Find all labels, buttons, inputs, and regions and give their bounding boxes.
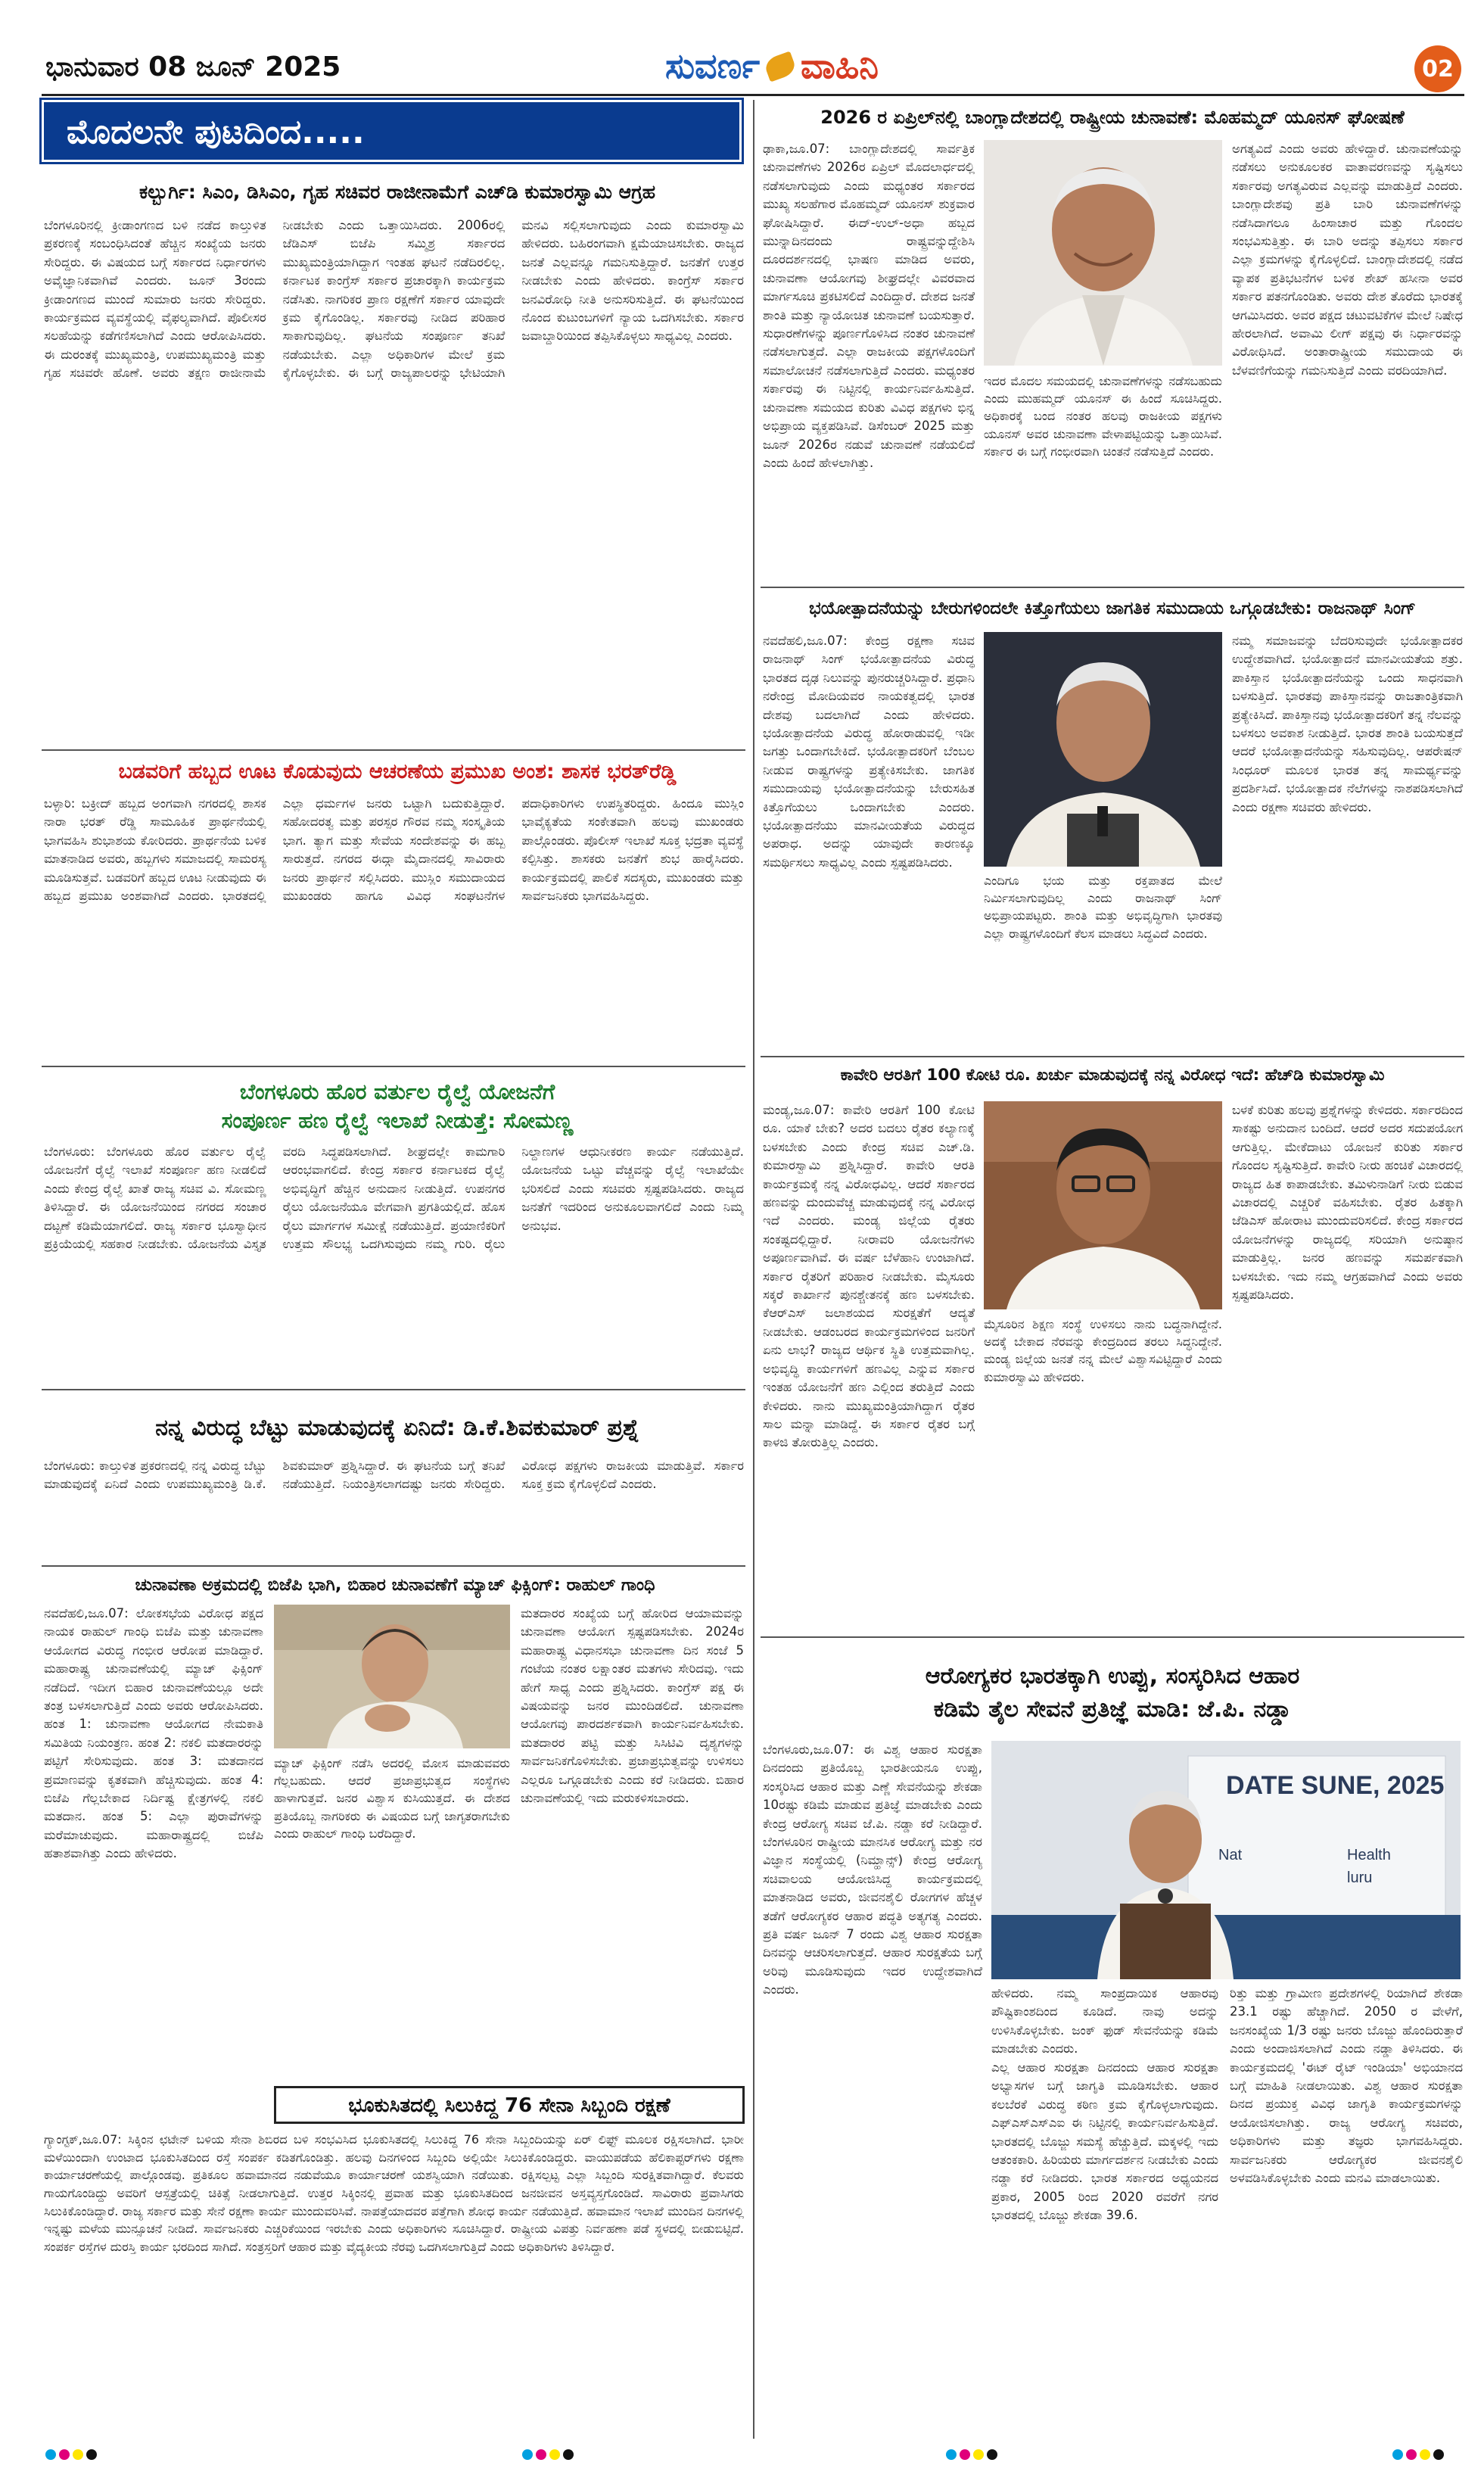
rajnath-illustration	[984, 632, 1222, 867]
headline-bharath-reddy: ಬಡವರಿಗೆ ಹಬ್ಬದ ಊಟ ಕೊಡುವುದು ಆಚರಣೆಯ ಪ್ರಮುಖ ಅಂಶ: ಶಾಸಕ ಭರತ್‌ರೆಡ್ಡಿ	[118, 760, 677, 783]
photo-caption-rajnath: ಎಂದಿಗೂ ಭಯ ಮತ್ತು ರಕ್ತಪಾತದ ಮೇಲೆ ನಿರ್ಮಿಸಲಾಗುವುದಿಲ್ಲ ಎಂದು ರಾಜನಾಥ್ ಸಿಂಗ್ ಅಭಿಪ್ರಾಯಪಟ್ಟರು. ಶಾಂತಿ ಮತ್ತು ಅಭಿವೃದ್ಧಿಗಾಗಿ ಭಾರತವು ಎಲ್ಲಾ ರಾಷ್ಟ್ರಗಳೊಂದಿಗೆ ಕೆಲಸ ಮಾಡಲು ಸಿದ್ಧವಿದೆ ಎಂದರು.	[984, 873, 1222, 941]
article-body-somanna: ಬೆಂಗಳೂರು: ಬೆಂಗಳೂರು ಹೊರ ವರ್ತುಲ ರೈಲ್ವೆ ಯೋಜನೆಗೆ ರೈಲ್ವೆ ಇಲಾಖೆ ಸಂಪೂರ್ಣ ಹಣ ನೀಡಲಿದೆ ಎಂದು ಕೇಂದ್ರ ರೈಲ್ವೆ ಖಾತೆ ರಾಜ್ಯ ಸಚಿವ ವಿ. ಸೋಮಣ್ಣ ತಿಳಿಸಿದ್ದಾರೆ. ಈ ಯೋಜನೆಯಿಂದ ನಗರದ ಸಂಚಾರ ದಟ್ಟಣೆ ಕಡಿಮೆಯಾಗಲಿದೆ. ರಾಜ್ಯ ಸರ್ಕಾರ ಭೂಸ್ವಾಧೀನ ಪ್ರಕ್ರಿಯೆಯಲ್ಲಿ ಸಹಕಾರ ನೀಡಬೇಕು. ಯೋಜನೆಯ ವಿಸ್ತೃತ ವರದಿ ಸಿದ್ಧಪಡಿಸಲಾಗಿದೆ. ಶೀಘ್ರದಲ್ಲೇ ಕಾಮಗಾರಿ ಆರಂಭವಾಗಲಿದೆ. ಕೇಂದ್ರ ಸರ್ಕಾರ ಕರ್ನಾಟಕದ ರೈಲ್ವೆ ಅಭಿವೃದ್ಧಿಗೆ ಹೆಚ್ಚಿನ ಅನುದಾನ ನೀಡುತ್ತಿದೆ. ಉಪನಗರ ರೈಲು ಯೋಜನೆಯೂ ವೇಗವಾಗಿ ಪ್ರಗತಿಯಲ್ಲಿದೆ. ಹೊಸ ರೈಲು ಮಾರ್ಗಗಳ ಸಮೀಕ್ಷೆ ನಡೆಯುತ್ತಿದೆ. ಪ್ರಯಾಣಿಕರಿಗೆ ಉತ್ತಮ ಸೌಲಭ್ಯ ಒದಗಿಸುವುದು ನಮ್ಮ ಗುರಿ. ರೈಲು ನಿಲ್ದಾಣಗಳ ಆಧುನೀಕರಣ ಕಾರ್ಯ ನಡೆಯುತ್ತಿದೆ. ಯೋಜನೆಯ ಒಟ್ಟು ವೆಚ್ಚವನ್ನು ರೈಲ್ವೆ ಇಲಾಖೆಯೇ ಭರಿಸಲಿದೆ ಎಂದು ಸಚಿವರು ಸ್ಪಷ್ಟಪಡಿಸಿದರು. ರಾಜ್ಯದ ಜನತೆಗೆ ಇದರಿಂದ ಅನುಕೂಲವಾಗಲಿದೆ ಎಂದು ನಿಮ್ಮ ಅನುಭವ.	[44, 1144, 744, 1252]
headline-rahul: ಚುನಾವಣಾ ಅಕ್ರಮದಲ್ಲಿ ಬಿಜೆಪಿ ಭಾಗಿ, ಬಿಹಾರ ಚುನಾವಣೆಗೆ ಮ್ಯಾಚ್ ಫಿಕ್ಸಿಂಗ್: ರಾಹುಲ್ ಗಾಂಧಿ	[135, 1575, 655, 1595]
event-banner-sub2: Health	[1347, 1847, 1391, 1863]
article-body-cauvery-left: ಮಂಡ್ಯ,ಜೂ.07: ಕಾವೇರಿ ಆರತಿಗೆ 100 ಕೋಟಿ ರೂ. ಯಾಕೆ ಬೇಕು? ಅದರ ಬದಲು ರೈತರ ಕಲ್ಯಾಣಕ್ಕೆ ಬಳಸಬೇಕು ಎಂದು ಕೇಂದ್ರ ಸಚಿವ ಎಚ್.ಡಿ. ಕುಮಾರಸ್ವಾಮಿ ಪ್ರಶ್ನಿಸಿದ್ದಾರೆ. ಕಾವೇರಿ ಆರತಿ ಕಾರ್ಯಕ್ರಮಕ್ಕೆ ನನ್ನ ವಿರೋಧವಿಲ್ಲ. ಆದರೆ ಸರ್ಕಾರದ ಹಣವನ್ನು ದುಂದುವೆಚ್ಚ ಮಾಡುವುದಕ್ಕೆ ನನ್ನ ವಿರೋಧ ಇದೆ ಎಂದರು. ಮಂಡ್ಯ ಜಿಲ್ಲೆಯ ರೈತರು ಸಂಕಷ್ಟದಲ್ಲಿದ್ದಾರೆ. ನೀರಾವರಿ ಯೋಜನೆಗಳು ಅಪೂರ್ಣವಾಗಿವೆ. ಈ ವರ್ಷ ಬೆಳೆಹಾನಿ ಉಂಟಾಗಿದೆ. ಸರ್ಕಾರ ರೈತರಿಗೆ ಪರಿಹಾರ ನೀಡಬೇಕು. ಮೈಸೂರು ಸಕ್ಕರೆ ಕಾರ್ಖಾನೆ ಪುನಶ್ಚೇತನಕ್ಕೆ ಹಣ ಬಳಸಬೇಕು. ಕೆಆರ್‌ಎಸ್ ಜಲಾಶಯದ ಸುರಕ್ಷತೆಗೆ ಆದ್ಯತೆ ನೀಡಬೇಕು. ಆಡಂಬರದ ಕಾರ್ಯಕ್ರಮಗಳಿಂದ ಜನರಿಗೆ ಏನು ಲಾಭ? ರಾಜ್ಯದ ಆರ್ಥಿಕ ಸ್ಥಿತಿ ಉತ್ತಮವಾಗಿಲ್ಲ. ಅಭಿವೃದ್ಧಿ ಕಾರ್ಯಗಳಿಗೆ ಹಣವಿಲ್ಲ ಎನ್ನುವ ಸರ್ಕಾರ ಇಂತಹ ಯೋಜನೆಗೆ ಹಣ ಎಲ್ಲಿಂದ ತರುತ್ತಿದೆ ಎಂದು ಕೇಳಿದರು. ನಾನು ಮುಖ್ಯಮಂತ್ರಿಯಾಗಿದ್ದಾಗ ರೈತರ ಸಾಲ ಮನ್ನಾ ಮಾಡಿದ್ದೆ. ಈ ಸರ್ಕಾರ ರೈತರ ಬಗ್ಗೆ ಕಾಳಜಿ ತೋರುತ್ತಿಲ್ಲ ಎಂದರು.	[763, 1103, 975, 1450]
article-body-rajnath-left: ನವದೆಹಲಿ,ಜೂ.07: ಕೇಂದ್ರ ರಕ್ಷಣಾ ಸಚಿವ ರಾಜನಾಥ್ ಸಿಂಗ್ ಭಯೋತ್ಪಾದನೆಯ ವಿರುದ್ಧ ಭಾರತದ ದೃಢ ನಿಲುವನ್ನು ಪುನರುಚ್ಚರಿಸಿದ್ದಾರೆ. ಪ್ರಧಾನಿ ನರೇಂದ್ರ ಮೋದಿಯವರ ನಾಯಕತ್ವದಲ್ಲಿ ಭಾರತ ದೇಶವು ಬದಲಾಗಿದೆ ಎಂದು ಹೇಳಿದರು. ಭಯೋತ್ಪಾದನೆಯ ವಿರುದ್ಧ ಹೋರಾಡುವಲ್ಲಿ ಇಡೀ ಜಗತ್ತು ಒಂದಾಗಬೇಕಿದೆ. ಭಯೋತ್ಪಾದಕರಿಗೆ ಬೆಂಬಲ ನೀಡುವ ರಾಷ್ಟ್ರಗಳನ್ನು ಪ್ರತ್ಯೇಕಿಸಬೇಕು. ಜಾಗತಿಕ ಸಮುದಾಯವು ಭಯೋತ್ಪಾದನೆಯನ್ನು ಬೇರುಸಹಿತ ಕಿತ್ತೊಗೆಯಲು ಒಂದಾಗಬೇಕು ಎಂದರು. ಭಯೋತ್ಪಾದನೆಯು ಮಾನವೀಯತೆಯ ವಿರುದ್ಧದ ಅಪರಾಧ. ಅದನ್ನು ಯಾವುದೇ ಕಾರಣಕ್ಕೂ ಸಮರ್ಥಿಸಲು ಸಾಧ್ಯವಿಲ್ಲ ಎಂದು ಸ್ಪಷ್ಟಪಡಿಸಿದರು.	[763, 634, 975, 870]
article-body-rajnath-right: ನಮ್ಮ ಸಮಾಜವನ್ನು ಬೆದರಿಸುವುದೇ ಭಯೋತ್ಪಾದಕರ ಉದ್ದೇಶವಾಗಿದೆ. ಭಯೋತ್ಪಾದನೆ ಮಾನವೀಯತೆಯ ಶತ್ರು. ಪಾಕಿಸ್ತಾನ ಭಯೋತ್ಪಾದನೆಯನ್ನು ಒಂದು ಸಾಧನವಾಗಿ ಬಳಸುತ್ತಿದೆ. ಭಾರತವು ಪಾಕಿಸ್ತಾನವನ್ನು ರಾಜತಾಂತ್ರಿಕವಾಗಿ ಪ್ರತ್ಯೇಕಿಸಿದೆ. ಪಾಕಿಸ್ತಾನವು ಭಯೋತ್ಪಾದಕರಿಗೆ ತನ್ನ ನೆಲವನ್ನು ಬಳಸಲು ಅವಕಾಶ ನೀಡುತ್ತಿದೆ. ಭಾರತ ಶಾಂತಿ ಬಯಸುತ್ತದೆ ಆದರೆ ಭಯೋತ್ಪಾದನೆಯನ್ನು ಸಹಿಸುವುದಿಲ್ಲ. ಆಪರೇಷನ್ ಸಿಂಧೂರ್ ಮೂಲಕ ಭಾರತ ತನ್ನ ಸಾಮರ್ಥ್ಯವನ್ನು ಪ್ರದರ್ಶಿಸಿದೆ. ಭಯೋತ್ಪಾದಕ ನೆಲೆಗಳನ್ನು ನಾಶಪಡಿಸಲಾಗಿದೆ ಎಂದು ರಕ್ಷಣಾ ಸಚಿವರು ಹೇಳಿದರು.	[1232, 634, 1463, 814]
logo-left-text: ಸುವರ್ಣ	[665, 45, 761, 86]
event-banner-sub1: Nat	[1218, 1847, 1243, 1863]
article-body-nadda-mid: ಹೇಳಿದರು. ನಮ್ಮ ಸಾಂಪ್ರದಾಯಿಕ ಆಹಾರವು ಪೌಷ್ಟಿಕಾಂಶದಿಂದ ಕೂಡಿದೆ. ನಾವು ಅದನ್ನು ಉಳಿಸಿಕೊಳ್ಳಬೇಕು. ಜಂಕ್ ಫುಡ್ ಸೇವನೆಯನ್ನು ಕಡಿಮೆ ಮಾಡಬೇಕು ಎಂದರು.	[991, 1986, 1218, 2056]
article-body-bangladesh-left: ಢಾಕಾ,ಜೂ.07: ಬಾಂಗ್ಲಾದೇಶದಲ್ಲಿ ಸಾರ್ವತ್ರಿಕ ಚುನಾವಣೆಗಳು 2026ರ ಏಪ್ರಿಲ್ ಮೊದಲಾರ್ಧದಲ್ಲಿ ನಡೆಸಲಾಗುವುದು ಎಂದು ಮಧ್ಯಂತರ ಸರ್ಕಾರದ ಮುಖ್ಯ ಸಲಹೆಗಾರ ಮೊಹಮ್ಮದ್ ಯೂನಸ್ ಶುಕ್ರವಾರ ಘೋಷಿಸಿದ್ದಾರೆ. ಈದ್-ಉಲ್-ಅಧಾ ಹಬ್ಬದ ಮುನ್ನಾದಿನದಂದು ರಾಷ್ಟ್ರವನ್ನುದ್ದೇಶಿಸಿ ದೂರದರ್ಶನದಲ್ಲಿ ಭಾಷಣ ಮಾಡಿದ ಅವರು, ಚುನಾವಣಾ ಆಯೋಗವು ಶೀಘ್ರದಲ್ಲೇ ವಿವರವಾದ ಮಾರ್ಗಸೂಚಿ ಪ್ರಕಟಿಸಲಿದೆ ಎಂದಿದ್ದಾರೆ. ದೇಶದ ಜನತೆ ಶಾಂತಿ ಮತ್ತು ನ್ಯಾಯೋಚಿತ ಚುನಾವಣೆ ಬಯಸುತ್ತಾರೆ. ಸುಧಾರಣೆಗಳನ್ನು ಪೂರ್ಣಗೊಳಿಸಿದ ನಂತರ ಚುನಾವಣೆ ನಡೆಸಲಾಗುತ್ತದೆ. ಎಲ್ಲಾ ರಾಜಕೀಯ ಪಕ್ಷಗಳೊಂದಿಗೆ ಸಮಾಲೋಚನೆ ನಡೆಸಲಾಗುತ್ತಿದೆ ಎಂದರು. ಮಧ್ಯಂತರ ಸರ್ಕಾರವು ಈ ನಿಟ್ಟಿನಲ್ಲಿ ಕಾರ್ಯನಿರ್ವಹಿಸುತ್ತಿದೆ. ಚುನಾವಣಾ ಸಮಯದ ಕುರಿತು ವಿವಿಧ ಪಕ್ಷಗಳು ಭಿನ್ನ ಅಭಿಪ್ರಾಯ ವ್ಯಕ್ತಪಡಿಸಿವೆ. ಡಿಸೆಂಬರ್ 2025 ಮತ್ತು ಜೂನ್ 2026ರ ನಡುವೆ ಚುನಾವಣೆ ನಡೆಯಲಿದೆ ಎಂದು ಹಿಂದೆ ಹೇಳಲಾಗಿತ್ತು.	[763, 142, 975, 470]
divider	[42, 1066, 745, 1067]
headline-nadda-line2: ಕಡಿಮೆ ತೈಲ ಸೇವನೆ ಪ್ರತಿಜ್ಞೆ ಮಾಡಿ: ಜೆ.ಪಿ. ನಡ್ಡಾ	[933, 1696, 1292, 1723]
article-body-cauvery-right: ಬಳಕೆ ಕುರಿತು ಹಲವು ಪ್ರಶ್ನೆಗಳನ್ನು ಕೇಳಿದರು. ಸರ್ಕಾರದಿಂದ ಸಾಕಷ್ಟು ಅನುದಾನ ಬಂದಿದೆ. ಆದರೆ ಅದರ ಸದುಪಯೋಗ ಆಗುತ್ತಿಲ್ಲ. ಮೇಕೆದಾಟು ಯೋಜನೆ ಕುರಿತು ಸರ್ಕಾರ ಗೊಂದಲ ಸೃಷ್ಟಿಸುತ್ತಿದೆ. ಕಾವೇರಿ ನೀರು ಹಂಚಿಕೆ ವಿಚಾರದಲ್ಲಿ ರಾಜ್ಯದ ಹಿತ ಕಾಪಾಡಬೇಕು. ತಮಿಳುನಾಡಿಗೆ ನೀರು ಬಿಡುವ ವಿಚಾರದಲ್ಲಿ ಎಚ್ಚರಿಕೆ ವಹಿಸಬೇಕು. ರೈತರ ಹಿತಕ್ಕಾಗಿ ಜೆಡಿಎಸ್ ಹೋರಾಟ ಮುಂದುವರಿಸಲಿದೆ. ಕೇಂದ್ರ ಸರ್ಕಾರದ ಯೋಜನೆಗಳನ್ನು ರಾಜ್ಯದಲ್ಲಿ ಸರಿಯಾಗಿ ಅನುಷ್ಠಾನ ಮಾಡುತ್ತಿಲ್ಲ. ಜನರ ಹಣವನ್ನು ಸಮರ್ಪಕವಾಗಿ ಬಳಸಬೇಕು. ಇದು ನಮ್ಮ ಆಗ್ರಹವಾಗಿದೆ ಎಂದು ಅವರು ಸ್ಪಷ್ಟಪಡಿಸಿದರು.	[1232, 1103, 1463, 1303]
headline-army: ಭೂಕುಸಿತದಲ್ಲಿ ಸಿಲುಕಿದ್ದ 76 ಸೇನಾ ಸಿಬ್ಬಂದಿ ರಕ್ಷಣೆ	[348, 2094, 670, 2117]
headline-box-army	[274, 2086, 745, 2124]
headline-kumaraswamy-resign: ಕಲ್ಬುರ್ಗಿ: ಸಿಎಂ, ಡಿಸಿಎಂ, ಗೃಹ ಸಚಿವರ ರಾಜೀನಾಮೆಗೆ ಎಚ್‌ಡಿ ಕುಮಾರಸ್ವಾಮಿ ಆಗ್ರಹ	[138, 181, 656, 203]
divider	[761, 587, 1464, 588]
article-body-rahul-right: ಮತದಾರರ ಸಂಖ್ಯೆಯ ಬಗ್ಗೆ ಹೋರಿದ ಆಯಾಮವನ್ನು ಚುನಾವಣಾ ಆಯೋಗ ಸ್ಪಷ್ಟಪಡಿಸಬೇಕು. 2024ರ ಮಹಾರಾಷ್ಟ್ರ ವಿಧಾನಸಭಾ ಚುನಾವಣಾ ದಿನ ಸಂಜೆ 5 ಗಂಟೆಯ ನಂತರ ಲಕ್ಷಾಂತರ ಮತಗಳು ಸೇರಿದವು. ಇದು ಹೇಗೆ ಸಾಧ್ಯ ಎಂದು ಪ್ರಶ್ನಿಸಿದರು. ಕಾಂಗ್ರೆಸ್ ಪಕ್ಷ ಈ ವಿಷಯವನ್ನು ಜನರ ಮುಂದಿಡಲಿದೆ. ಚುನಾವಣಾ ಆಯೋಗವು ಪಾರದರ್ಶಕವಾಗಿ ಕಾರ್ಯನಿರ್ವಹಿಸಬೇಕು. ಮತದಾರರ ಪಟ್ಟಿ ಮತ್ತು ಸಿಸಿಟಿವಿ ದೃಶ್ಯಗಳನ್ನು ಸಾರ್ವಜನಿಕಗೊಳಿಸಬೇಕು. ಪ್ರಜಾಪ್ರಭುತ್ವವನ್ನು ಉಳಿಸಲು ಎಲ್ಲರೂ ಒಗ್ಗೂಡಬೇಕು ಎಂದು ಕರೆ ನೀಡಿದರು. ಬಿಹಾರ ಚುನಾವಣೆಯಲ್ಲಿ ಇದು ಮರುಕಳಿಸಬಾರದು.	[521, 1606, 744, 1806]
article-body-nadda-left: ಬೆಂಗಳೂರು,ಜೂ.07: ಈ ವಿಶ್ವ ಆಹಾರ ಸುರಕ್ಷತಾ ದಿನದಂದು ಪ್ರತಿಯೊಬ್ಬ ಭಾರತೀಯನೂ ಉಪ್ಪು, ಸಂಸ್ಕರಿಸಿದ ಆಹಾರ ಮತ್ತು ಎಣ್ಣೆ ಸೇವನೆಯನ್ನು ಶೇಕಡಾ 10ರಷ್ಟು ಕಡಿಮೆ ಮಾಡುವ ಪ್ರತಿಜ್ಞೆ ಮಾಡಬೇಕು ಎಂದು ಕೇಂದ್ರ ಆರೋಗ್ಯ ಸಚಿವ ಜೆ.ಪಿ. ನಡ್ಡಾ ಕರೆ ನೀಡಿದ್ದಾರೆ. ಬೆಂಗಳೂರಿನ ರಾಷ್ಟ್ರೀಯ ಮಾನಸಿಕ ಆರೋಗ್ಯ ಮತ್ತು ನರ ವಿಜ್ಞಾನ ಸಂಸ್ಥೆಯಲ್ಲಿ (ನಿಮ್ಹಾನ್ಸ್) ಕೇಂದ್ರ ಆರೋಗ್ಯ ಸಚಿವಾಲಯ ಆಯೋಜಿಸಿದ್ದ ಕಾರ್ಯಕ್ರಮದಲ್ಲಿ ಮಾತನಾಡಿದ ಅವರು, ಜೀವನಶೈಲಿ ರೋಗಗಳ ಹೆಚ್ಚಳ ತಡೆಗೆ ಆರೋಗ್ಯಕರ ಆಹಾರ ಪದ್ಧತಿ ಅತ್ಯಗತ್ಯ ಎಂದರು. ಪ್ರತಿ ವರ್ಷ ಜೂನ್ 7 ರಂದು ವಿಶ್ವ ಆಹಾರ ಸುರಕ್ಷತಾ ದಿನವನ್ನು ಆಚರಿಸಲಾಗುತ್ತದೆ. ಆಹಾರ ಸುರಕ್ಷತೆಯ ಬಗ್ಗೆ ಅರಿವು ಮೂಡಿಸುವುದು ಇದರ ಉದ್ದೇಶವಾಗಿದೆ ಎಂದರು.	[763, 1742, 982, 1997]
article-body-army: ಗ್ಯಾಂಗ್ಟಕ್,ಜೂ.07: ಸಿಕ್ಕಿಂನ ಛಟೇನ್ ಬಳಿಯ ಸೇನಾ ಶಿಬಿರದ ಬಳಿ ಸಂಭವಿಸಿದ ಭೂಕುಸಿತದಲ್ಲಿ ಸಿಲುಕಿದ್ದ 76 ಸೇನಾ ಸಿಬ್ಬಂದಿಯನ್ನು ಏರ್ ಲಿಫ್ಟ್ ಮೂಲಕ ರಕ್ಷಿಸಲಾಗಿದೆ. ಭಾರೀ ಮಳೆಯಿಂದಾಗಿ ಉಂಟಾದ ಭೂಕುಸಿತದಿಂದ ರಸ್ತೆ ಸಂಪರ್ಕ ಕಡಿತಗೊಂಡಿತ್ತು. ಹಲವು ದಿನಗಳಿಂದ ಸಿಬ್ಬಂದಿ ಅಲ್ಲಿಯೇ ಸಿಲುಕಿಕೊಂಡಿದ್ದರು. ವಾಯುಪಡೆಯ ಹೆಲಿಕಾಪ್ಟರ್‌ಗಳು ರಕ್ಷಣಾ ಕಾರ್ಯಾಚರಣೆಯಲ್ಲಿ ಪಾಲ್ಗೊಂಡವು. ಪ್ರತಿಕೂಲ ಹವಾಮಾನದ ನಡುವೆಯೂ ಕಾರ್ಯಾಚರಣೆ ಯಶಸ್ವಿಯಾಗಿ ನಡೆಯಿತು. ರಕ್ಷಿಸಲ್ಪಟ್ಟ ಎಲ್ಲಾ ಸಿಬ್ಬಂದಿ ಸುರಕ್ಷಿತವಾಗಿದ್ದಾರೆ. ಕೆಲವರು ಗಾಯಗೊಂಡಿದ್ದು ಅವರಿಗೆ ಆಸ್ಪತ್ರೆಯಲ್ಲಿ ಚಿಕಿತ್ಸೆ ನೀಡಲಾಗುತ್ತಿದೆ. ಉತ್ತರ ಸಿಕ್ಕಿಂನಲ್ಲಿ ಪ್ರವಾಹ ಮತ್ತು ಭೂಕುಸಿತದಿಂದ ಜನಜೀವನ ಅಸ್ತವ್ಯಸ್ತಗೊಂಡಿದೆ. ಸಾವಿರಾರು ಪ್ರವಾಸಿಗರು ಸಿಲುಕಿಕೊಂಡಿದ್ದಾರೆ. ರಾಜ್ಯ ಸರ್ಕಾರ ಮತ್ತು ಸೇನೆ ರಕ್ಷಣಾ ಕಾರ್ಯ ಮುಂದುವರಿಸಿವೆ. ನಾಪತ್ತೆಯಾದವರ ಪತ್ತೆಗಾಗಿ ಶೋಧ ಕಾರ್ಯ ನಡೆಯುತ್ತಿದೆ. ಹವಾಮಾನ ಇಲಾಖೆ ಮುಂದಿನ ದಿನಗಳಲ್ಲಿ ಇನ್ನಷ್ಟು ಮಳೆಯ ಮುನ್ಸೂಚನೆ ನೀಡಿದೆ. ಸಾರ್ವಜನಿಕರು ಎಚ್ಚರಿಕೆಯಿಂದ ಇರಬೇಕು ಎಂದು ಅಧಿಕಾರಿಗಳು ಸೂಚಿಸಿದ್ದಾರೆ. ರಾಷ್ಟ್ರೀಯ ವಿಪತ್ತು ನಿರ್ವಹಣಾ ಪಡೆ ಸ್ಥಳದಲ್ಲಿ ಬೀಡುಬಿಟ್ಟಿದೆ. ಸಂಪರ್ಕ ರಸ್ತೆಗಳ ದುರಸ್ತಿ ಕಾರ್ಯ ಭರದಿಂದ ಸಾಗಿದೆ. ಸಂತ್ರಸ್ತರಿಗೆ ಆಹಾರ ಮತ್ತು ವೈದ್ಯಕೀಯ ನೆರವು ಒದಗಿಸಲಾಗುತ್ತಿದೆ ಎಂದು ಅಧಿಕಾರಿಗಳು ತಿಳಿಸಿದ್ದಾರೆ.	[44, 2132, 744, 2255]
section-title: ಮೊದಲನೇ ಪುಟದಿಂದ.....	[42, 100, 742, 162]
page-number: 02	[1414, 45, 1461, 92]
newspaper-logo	[575, 44, 969, 89]
rahul-gandhi-illustration	[274, 1605, 510, 1748]
divider	[42, 749, 745, 751]
event-banner-title: DATE SUNE, 2025	[1226, 1771, 1445, 1800]
divider	[761, 1056, 1464, 1057]
print-registration-marks	[522, 2449, 574, 2460]
yunus-illustration	[984, 140, 1222, 366]
headline-dks: ನನ್ನ ವಿರುದ್ಧ ಬೆಟ್ಟು ಮಾಡುವುದಕ್ಕೆ ಏನಿದೆ: ಡಿ.ಕೆ.ಶಿವಕುಮಾರ್ ಪ್ರಶ್ನೆ	[155, 1415, 639, 1441]
divider	[42, 1565, 745, 1567]
headline-cauvery: ಕಾವೇರಿ ಆರತಿಗೆ 100 ಕೋಟಿ ರೂ. ಖರ್ಚು ಮಾಡುವುದಕ್ಕೆ ನನ್ನ ವಿರೋಧ ಇದೆ: ಹೆಚ್‌ಡಿ ಕುಮಾರಸ್ವಾಮಿ	[840, 1066, 1385, 1085]
article-body-bangladesh-right: ಅಗತ್ಯವಿದೆ ಎಂದು ಅವರು ಹೇಳಿದ್ದಾರೆ. ಚುನಾವಣೆಯನ್ನು ನಡೆಸಲು ಅನುಕೂಲಕರ ವಾತಾವರಣವನ್ನು ಸೃಷ್ಟಿಸಲು ಸರ್ಕಾರವು ಅಗತ್ಯವಿರುವ ಎಲ್ಲವನ್ನು ಮಾಡುತ್ತಿದೆ ಎಂದರು. ಬಾಂಗ್ಲಾದೇಶವು ಪ್ರತಿ ಬಾರಿ ಚುನಾವಣೆಗಳನ್ನು ನಡೆಸಿದಾಗಲೂ ಹಿಂಸಾಚಾರ ಮತ್ತು ಗೊಂದಲ ಸಂಭವಿಸುತ್ತಿತ್ತು. ಈ ಬಾರಿ ಅದನ್ನು ತಪ್ಪಿಸಲು ಸರ್ಕಾರ ಎಲ್ಲಾ ಕ್ರಮಗಳನ್ನು ಕೈಗೊಳ್ಳಲಿದೆ. ಬಾಂಗ್ಲಾದೇಶದಲ್ಲಿ ನಡೆದ ವ್ಯಾಪಕ ಪ್ರತಿಭಟನೆಗಳ ಬಳಿಕ ಶೇಖ್ ಹಸೀನಾ ಅವರ ಸರ್ಕಾರ ಪತನಗೊಂಡಿತು. ಅವರು ದೇಶ ತೊರೆದು ಭಾರತಕ್ಕೆ ಆಗಮಿಸಿದರು. ಅವರ ಪಕ್ಷದ ಚಟುವಟಿಕೆಗಳ ಮೇಲೆ ನಿಷೇಧ ಹೇರಲಾಗಿದೆ. ಅವಾಮಿ ಲೀಗ್ ಪಕ್ಷವು ಈ ನಿರ್ಧಾರವನ್ನು ವಿರೋಧಿಸಿದೆ. ಅಂತಾರಾಷ್ಟ್ರೀಯ ಸಮುದಾಯ ಈ ಬೆಳವಣಿಗೆಯನ್ನು ಗಮನಿಸುತ್ತಿದೆ ಎಂದು ವರದಿಯಾಗಿದೆ.	[1232, 142, 1463, 378]
divider	[761, 1636, 1464, 1638]
edition-date: ಭಾನುವಾರ 08 ಜೂನ್ 2025	[45, 51, 341, 83]
headline-somanna-line2: ಸಂಪೂರ್ಣ ಹಣ ರೈಲ್ವೆ ಇಲಾಖೆ ನೀಡುತ್ತೆ: ಸೋಮಣ್ಣ	[221, 1108, 574, 1133]
masthead-rule	[42, 94, 1464, 96]
print-registration-marks	[1392, 2449, 1444, 2460]
rahul-gandhi-photo	[274, 1605, 510, 1748]
article-body-kumaraswamy-resign: ಬೆಂಗಳೂರಿನಲ್ಲಿ ಕ್ರೀಡಾಂಗಣದ ಬಳಿ ನಡೆದ ಕಾಲ್ತುಳಿತ ಪ್ರಕರಣಕ್ಕೆ ಸಂಬಂಧಿಸಿದಂತೆ ಹೆಚ್ಚಿನ ಸಂಖ್ಯೆಯ ಜನರು ಸೇರಿದ್ದರು. ಈ ವಿಷಯದ ಬಗ್ಗೆ ಸರ್ಕಾರದ ನಿರ್ಧಾರಗಳು ಅವೈಜ್ಞಾನಿಕವಾಗಿವೆ ಎಂದರು. ಜೂನ್ 3ರಂದು ಕ್ರೀಡಾಂಗಣದ ಮುಂದೆ ಸುಮಾರು ಜನರು ಸೇರಿದ್ದರು. ಕಾರ್ಯಕ್ರಮದ ವ್ಯವಸ್ಥೆಯಲ್ಲಿ ವೈಫಲ್ಯವಾಗಿದೆ. ಪೊಲೀಸರ ಸಲಹೆಯನ್ನು ಕಡೆಗಣಿಸಲಾಗಿದೆ ಎಂದು ಆರೋಪಿಸಿದರು. ಈ ದುರಂತಕ್ಕೆ ಮುಖ್ಯಮಂತ್ರಿ, ಉಪಮುಖ್ಯಮಂತ್ರಿ ಮತ್ತು ಗೃಹ ಸಚಿವರೇ ಹೊಣೆ. ಅವರು ತಕ್ಷಣ ರಾಜೀನಾಮೆ ನೀಡಬೇಕು ಎಂದು ಒತ್ತಾಯಿಸಿದರು. 2006ರಲ್ಲಿ ಜೆಡಿಎಸ್ ಬಿಜೆಪಿ ಸಮ್ಮಿಶ್ರ ಸರ್ಕಾರದ ಮುಖ್ಯಮಂತ್ರಿಯಾಗಿದ್ದಾಗ ಇಂತಹ ಘಟನೆ ನಡೆದಿರಲಿಲ್ಲ. ಕರ್ನಾಟಕ ಕಾಂಗ್ರೆಸ್ ಸರ್ಕಾರ ಪ್ರಚಾರಕ್ಕಾಗಿ ಕಾರ್ಯಕ್ರಮ ನಡೆಸಿತು. ನಾಗರಿಕರ ಪ್ರಾಣ ರಕ್ಷಣೆಗೆ ಸರ್ಕಾರ ಯಾವುದೇ ಕ್ರಮ ಕೈಗೊಂಡಿಲ್ಲ. ಸರ್ಕಾರವು ನೀಡಿದ ಪರಿಹಾರ ಸಾಕಾಗುವುದಿಲ್ಲ. ಘಟನೆಯ ಸಂಪೂರ್ಣ ತನಿಖೆ ನಡೆಯಬೇಕು. ಎಲ್ಲಾ ಅಧಿಕಾರಿಗಳ ಮೇಲೆ ಕ್ರಮ ಕೈಗೊಳ್ಳಬೇಕು. ಈ ಬಗ್ಗೆ ರಾಜ್ಯಪಾಲರನ್ನು ಭೇಟಿಯಾಗಿ ಮನವಿ ಸಲ್ಲಿಸಲಾಗುವುದು ಎಂದು ಕುಮಾರಸ್ವಾಮಿ ಹೇಳಿದರು. ಬಹಿರಂಗವಾಗಿ ಕ್ಷಮೆಯಾಚಿಸಬೇಕು. ರಾಜ್ಯದ ಜನತೆ ಎಲ್ಲವನ್ನೂ ಗಮನಿಸುತ್ತಿದ್ದಾರೆ. ಜನತೆಗೆ ಉತ್ತರ ನೀಡಬೇಕು ಎಂದು ಹೇಳಿದರು. ಕಾಂಗ್ರೆಸ್ ಸರ್ಕಾರ ಜನವಿರೋಧಿ ನೀತಿ ಅನುಸರಿಸುತ್ತಿದೆ. ಈ ಘಟನೆಯಿಂದ ನೊಂದ ಕುಟುಂಬಗಳಿಗೆ ನ್ಯಾಯ ಒದಗಿಸಬೇಕು. ಸರ್ಕಾರ ಜವಾಬ್ದಾರಿಯಿಂದ ತಪ್ಪಿಸಿಕೊಳ್ಳಲು ಸಾಧ್ಯವಿಲ್ಲ ಎಂದರು.	[44, 218, 744, 381]
article-body-nadda-mid2: ಎಲ್ಲ ಆಹಾರ ಸುರಕ್ಷತಾ ದಿನದಂದು ಆಹಾರ ಸುರಕ್ಷತಾ ಅಭ್ಯಾಸಗಳ ಬಗ್ಗೆ ಜಾಗೃತಿ ಮೂಡಿಸಬೇಕು. ಆಹಾರ ಕಲಬೆರಕೆ ವಿರುದ್ಧ ಕಠಿಣ ಕ್ರಮ ಕೈಗೊಳ್ಳಲಾಗುವುದು. ಎಫ್‌ಎಸ್‌ಎಸ್‌ಎಐ ಈ ನಿಟ್ಟಿನಲ್ಲಿ ಕಾರ್ಯನಿರ್ವಹಿಸುತ್ತಿದೆ. ಭಾರತದಲ್ಲಿ ಬೊಜ್ಜು ಸಮಸ್ಯೆ ಹೆಚ್ಚುತ್ತಿದೆ. ಮಕ್ಕಳಲ್ಲಿ ಇದು ಆತಂಕಕಾರಿ. ಹಿರಿಯರು ಮಾರ್ಗದರ್ಶನ ನೀಡಬೇಕು ಎಂದು ನಡ್ಡಾ ಕರೆ ನೀಡಿದರು. ಭಾರತ ಸರ್ಕಾರದ ಅಧ್ಯಯನದ ಪ್ರಕಾರ, 2005 ರಿಂದ 2020 ರವರೆಗೆ ನಗರ ಭಾರತದಲ್ಲಿ ಬೊಜ್ಜು ಶೇಕಡಾ 39.6.	[991, 2060, 1218, 2223]
headline-bangladesh: 2026 ರ ಏಪ್ರಿಲ್‌ನಲ್ಲಿ ಬಾಂಗ್ಲಾದೇಶದಲ್ಲಿ ರಾಷ್ಟ್ರೀಯ ಚುನಾವಣೆ: ಮೊಹಮ್ಮದ್ ಯೂನಸ್ ಘೋಷಣೆ	[820, 107, 1405, 128]
hd-kumaraswamy-photo	[984, 1101, 1222, 1309]
rajnath-singh-photo	[984, 632, 1222, 867]
print-registration-marks	[45, 2449, 97, 2460]
divider	[42, 1389, 745, 1390]
article-body-bharath-reddy: ಬಳ್ಳಾರಿ: ಬಕ್ರೀದ್ ಹಬ್ಬದ ಅಂಗವಾಗಿ ನಗರದಲ್ಲಿ ಶಾಸಕ ನಾರಾ ಭರತ್ ರೆಡ್ಡಿ ಸಾಮೂಹಿಕ ಪ್ರಾರ್ಥನೆಯಲ್ಲಿ ಭಾಗವಹಿಸಿ ಶುಭಾಶಯ ಕೋರಿದರು. ಪ್ರಾರ್ಥನೆಯ ಬಳಿಕ ಮಾತನಾಡಿದ ಅವರು, ಹಬ್ಬಗಳು ಸಮಾಜದಲ್ಲಿ ಸಾಮರಸ್ಯ ಮೂಡಿಸುತ್ತವೆ. ಬಡವರಿಗೆ ಹಬ್ಬದ ಊಟ ನೀಡುವುದು ಈ ಹಬ್ಬದ ಪ್ರಮುಖ ಅಂಶವಾಗಿದೆ ಎಂದರು. ಭಾರತದಲ್ಲಿ ಎಲ್ಲಾ ಧರ್ಮಗಳ ಜನರು ಒಟ್ಟಾಗಿ ಬದುಕುತ್ತಿದ್ದಾರೆ. ಸಹೋದರತ್ವ ಮತ್ತು ಪರಸ್ಪರ ಗೌರವ ನಮ್ಮ ಸಂಸ್ಕೃತಿಯ ಭಾಗ. ತ್ಯಾಗ ಮತ್ತು ಸೇವೆಯ ಸಂದೇಶವನ್ನು ಈ ಹಬ್ಬ ಸಾರುತ್ತದೆ. ನಗರದ ಈದ್ಗಾ ಮೈದಾನದಲ್ಲಿ ಸಾವಿರಾರು ಜನರು ಪ್ರಾರ್ಥನೆ ಸಲ್ಲಿಸಿದರು. ಮುಸ್ಲಿಂ ಸಮುದಾಯದ ಮುಖಂಡರು ಹಾಗೂ ವಿವಿಧ ಸಂಘಟನೆಗಳ ಪದಾಧಿಕಾರಿಗಳು ಉಪಸ್ಥಿತರಿದ್ದರು. ಹಿಂದೂ ಮುಸ್ಲಿಂ ಭಾವೈಕ್ಯತೆಯ ಸಂಕೇತವಾಗಿ ಹಲವು ಮುಖಂಡರು ಪಾಲ್ಗೊಂಡರು. ಪೊಲೀಸ್ ಇಲಾಖೆ ಸೂಕ್ತ ಭದ್ರತಾ ವ್ಯವಸ್ಥೆ ಕಲ್ಪಿಸಿತ್ತು. ಶಾಸಕರು ಜನತೆಗೆ ಶುಭ ಹಾರೈಸಿದರು. ಕಾರ್ಯಕ್ರಮದಲ್ಲಿ ಪಾಲಿಕೆ ಸದಸ್ಯರು, ಮುಖಂಡರು ಮತ್ತು ಸಾರ್ವಜನಿಕರು ಭಾಗವಹಿಸಿದ್ದರು.	[44, 796, 744, 904]
headline-nadda-line1: ಆರೋಗ್ಯಕರ ಭಾರತಕ್ಕಾಗಿ ಉಪ್ಪು, ಸಂಸ್ಕರಿಸಿದ ಆಹಾರ	[925, 1663, 1300, 1689]
photo-caption-cauvery: ಮೈಸೂರಿನ ಶಿಕ್ಷಣ ಸಂಸ್ಥೆ ಉಳಿಸಲು ನಾನು ಬದ್ಧನಾಗಿದ್ದೇನೆ. ಅದಕ್ಕೆ ಬೇಕಾದ ನೆರವನ್ನು ಕೇಂದ್ರದಿಂದ ತರಲು ಸಿದ್ಧನಿದ್ದೇನೆ. ಮಂಡ್ಯ ಜಿಲ್ಲೆಯ ಜನತೆ ನನ್ನ ಮೇಲೆ ವಿಶ್ವಾಸವಿಟ್ಟಿದ್ದಾರೆ ಎಂದು ಕುಮಾರಸ್ವಾಮಿ ಹೇಳಿದರು.	[984, 1317, 1222, 1384]
photo-caption-bangladesh: ಇದರ ಮೊದಲ ಸಮಯದಲ್ಲಿ ಚುನಾವಣೆಗಳನ್ನು ನಡೆಸಬಹುದು ಎಂದು ಮುಹಮ್ಮದ್ ಯೂನಸ್ ಈ ಹಿಂದೆ ಸೂಚಿಸಿದ್ದರು. ಅಧಿಕಾರಕ್ಕೆ ಬಂದ ನಂತರ ಹಲವು ರಾಜಕೀಯ ಪಕ್ಷಗಳು ಯೂನಸ್ ಅವರ ಚುನಾವಣಾ ವೇಳಾಪಟ್ಟಿಯನ್ನು ಒತ್ತಾಯಿಸಿವೆ. ಸರ್ಕಾರ ಈ ಬಗ್ಗೆ ಗಂಭೀರವಾಗಿ ಚಿಂತನೆ ನಡೆಸುತ್ತಿದೆ ಎಂದರು.	[984, 374, 1222, 459]
headline-somanna-line1: ಬೆಂಗಳೂರು ಹೊರ ವರ್ತುಲ ರೈಲ್ವೆ ಯೋಜನೆಗೆ	[239, 1079, 555, 1104]
bird-icon	[763, 51, 798, 82]
kumaraswamy-illustration	[984, 1101, 1222, 1309]
article-body-dks: ಬೆಂಗಳೂರು: ಕಾಲ್ತುಳಿತ ಪ್ರಕರಣದಲ್ಲಿ ನನ್ನ ವಿರುದ್ಧ ಬೆಟ್ಟು ಮಾಡುವುದಕ್ಕೆ ಏನಿದೆ ಎಂದು ಉಪಮುಖ್ಯಮಂತ್ರಿ ಡಿ.ಕೆ. ಶಿವಕುಮಾರ್ ಪ್ರಶ್ನಿಸಿದ್ದಾರೆ. ಈ ಘಟನೆಯ ಬಗ್ಗೆ ತನಿಖೆ ನಡೆಯುತ್ತಿದೆ. ನಿಯಂತ್ರಿಸಲಾಗದಷ್ಟು ಜನರು ಸೇರಿದ್ದರು. ವಿರೋಧ ಪಕ್ಷಗಳು ರಾಜಕೀಯ ಮಾಡುತ್ತಿವೆ. ಸರ್ಕಾರ ಸೂಕ್ತ ಕ್ರಮ ಕೈಗೊಳ್ಳಲಿದೆ ಎಂದರು.	[44, 1459, 744, 1492]
column-divider	[753, 100, 754, 2439]
print-registration-marks	[946, 2449, 997, 2460]
masthead	[0, 0, 1484, 91]
mohammad-yunus-photo	[984, 140, 1222, 366]
photo-caption-rahul: ಮ್ಯಾಚ್ ಫಿಕ್ಸಿಂಗ್ ನಡೆಸಿ ಅದರಲ್ಲಿ ಮೋಸ ಮಾಡುವವರು ಗೆಲ್ಲಬಹುದು. ಆದರೆ ಪ್ರಜಾಪ್ರಭುತ್ವದ ಸಂಸ್ಥೆಗಳು ಹಾಳಾಗುತ್ತವೆ. ಜನರ ವಿಶ್ವಾಸ ಕುಸಿಯುತ್ತದೆ. ಈ ದೇಶದ ಪ್ರತಿಯೊಬ್ಬ ನಾಗರಿಕರು ಈ ವಿಷಯದ ಬಗ್ಗೆ ಜಾಗೃತರಾಗಬೇಕು ಎಂದು ರಾಹುಲ್ ಗಾಂಧಿ ಬರೆದಿದ್ದಾರೆ.	[274, 1756, 510, 1841]
article-body-rahul-left: ನವದೆಹಲಿ,ಜೂ.07: ಲೋಕಸಭೆಯ ವಿರೋಧ ಪಕ್ಷದ ನಾಯಕ ರಾಹುಲ್ ಗಾಂಧಿ ಬಿಜೆಪಿ ಮತ್ತು ಚುನಾವಣಾ ಆಯೋಗದ ವಿರುದ್ಧ ಗಂಭೀರ ಆರೋಪ ಮಾಡಿದ್ದಾರೆ. ಮಹಾರಾಷ್ಟ್ರ ಚುನಾವಣೆಯಲ್ಲಿ ಮ್ಯಾಚ್ ಫಿಕ್ಸಿಂಗ್ ನಡೆದಿದೆ. ಇದೀಗ ಬಿಹಾರ ಚುನಾವಣೆಯಲ್ಲೂ ಅದೇ ತಂತ್ರ ಬಳಸಲಾಗುತ್ತಿದೆ ಎಂದು ಅವರು ಆರೋಪಿಸಿದರು. ಹಂತ 1: ಚುನಾವಣಾ ಆಯೋಗದ ನೇಮಕಾತಿ ಸಮಿತಿಯ ನಿಯಂತ್ರಣ. ಹಂತ 2: ನಕಲಿ ಮತದಾರರನ್ನು ಪಟ್ಟಿಗೆ ಸೇರಿಸುವುದು. ಹಂತ 3: ಮತದಾನದ ಪ್ರಮಾಣವನ್ನು ಕೃತಕವಾಗಿ ಹೆಚ್ಚಿಸುವುದು. ಹಂತ 4: ಬಿಜೆಪಿ ಗೆಲ್ಲಬೇಕಾದ ನಿರ್ದಿಷ್ಟ ಕ್ಷೇತ್ರಗಳಲ್ಲಿ ನಕಲಿ ಮತದಾನ. ಹಂತ 5: ಎಲ್ಲಾ ಪುರಾವೆಗಳನ್ನು ಮರೆಮಾಚುವುದು. ಮಹಾರಾಷ್ಟ್ರದಲ್ಲಿ ಬಿಜೆಪಿ ಹತಾಶವಾಗಿತ್ತು ಎಂದು ಹೇಳಿದರು.	[44, 1606, 263, 1861]
jp-nadda-photo	[991, 1741, 1461, 1979]
event-banner-sub3: luru	[1347, 1870, 1373, 1886]
headline-rajnath: ಭಯೋತ್ಪಾದನೆಯನ್ನು ಬೇರುಗಳಿಂದಲೇ ಕಿತ್ತೊಗೆಯಲು ಜಾಗತಿಕ ಸಮುದಾಯ ಒಗ್ಗೂಡಬೇಕು: ರಾಜನಾಥ್ ಸಿಂಗ್	[809, 599, 1416, 618]
article-body-nadda-right: ರಿತ್ತು ಮತ್ತು ಗ್ರಾಮೀಣ ಪ್ರದೇಶಗಳಲ್ಲಿ ರಿಯಾಗಿದೆ ಶೇಕಡಾ 23.1 ರಷ್ಟು ಹೆಚ್ಚಾಗಿದೆ. 2050 ರ ವೇಳೆಗೆ, ಜನಸಂಖ್ಯೆಯ 1/3 ರಷ್ಟು ಜನರು ಬೊಜ್ಜು ಹೊಂದಿರುತ್ತಾರೆ ಎಂದು ಅಂದಾಜಿಸಲಾಗಿದೆ ಎಂದು ನಡ್ಡಾ ತಿಳಿಸಿದರು. ಈ ಕಾರ್ಯಕ್ರಮದಲ್ಲಿ 'ಈಟ್ ರೈಟ್ ಇಂಡಿಯಾ' ಅಭಿಯಾನದ ಬಗ್ಗೆ ಮಾಹಿತಿ ನೀಡಲಾಯಿತು. ವಿಶ್ವ ಆಹಾರ ಸುರಕ್ಷತಾ ದಿನದ ಪ್ರಯುಕ್ತ ವಿವಿಧ ಜಾಗೃತಿ ಕಾರ್ಯಕ್ರಮಗಳನ್ನು ಆಯೋಜಿಸಲಾಗಿತ್ತು. ರಾಜ್ಯ ಆರೋಗ್ಯ ಸಚಿವರು, ಅಧಿಕಾರಿಗಳು ಮತ್ತು ತಜ್ಞರು ಭಾಗವಹಿಸಿದ್ದರು. ಸಾರ್ವಜನಿಕರು ಆರೋಗ್ಯಕರ ಜೀವನಶೈಲಿ ಅಳವಡಿಸಿಕೊಳ್ಳಬೇಕು ಎಂದು ಮನವಿ ಮಾಡಲಾಯಿತು.	[1230, 1986, 1463, 2186]
logo-right-text: ವಾಹಿನಿ	[801, 45, 879, 86]
